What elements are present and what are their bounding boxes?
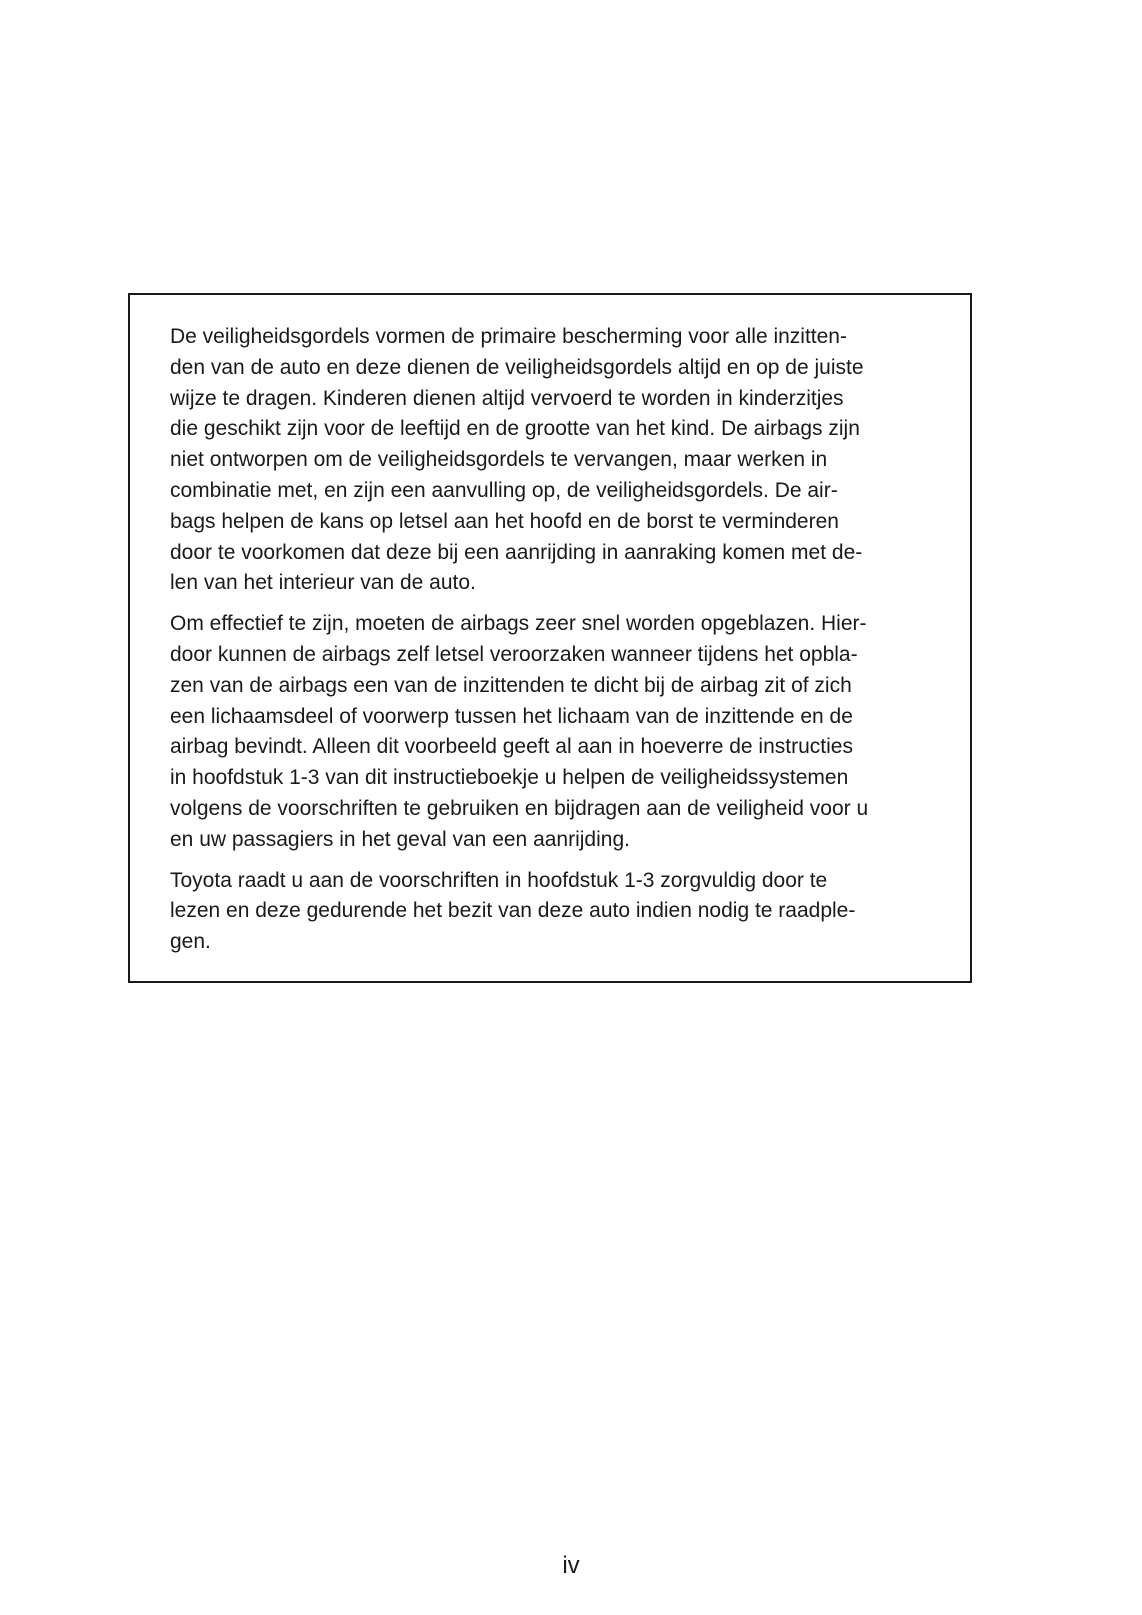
notice-paragraph-1 — [170, 322, 930, 599]
notice-paragraph-3 — [170, 866, 930, 958]
notice-paragraph-2 — [170, 609, 930, 855]
text-line: Om effectief te zijn, moeten de airbags zeer snel worden opgeblazen. Hier- — [170, 612, 867, 636]
text-line: gen. — [170, 930, 211, 954]
text-line: wijze te dragen. Kinderen dienen altijd vervoerd te worden in kinderzitjes — [170, 386, 844, 410]
text-line: airbag bevindt. Alleen dit voorbeeld geeft al aan in hoeverre de instructies — [170, 735, 853, 759]
text-line: volgens de voorschriften te gebruiken en bijdragen aan de veiligheid voor u — [170, 796, 869, 820]
text-line: bags helpen de kans op letsel aan het hoofd en de borst te verminderen — [170, 509, 839, 533]
text-line: door te voorkomen dat deze bij een aanrijding in aanraking komen met de- — [170, 540, 863, 564]
text-line: door kunnen de airbags zelf letsel veroorzaken wanneer tijdens het opbla- — [170, 642, 858, 666]
text-line: en uw passagiers in het geval van een aanrijding. — [170, 827, 630, 851]
text-line: Toyota raadt u aan de voorschriften in hoofdstuk 1-3 zorgvuldig door te — [170, 868, 828, 892]
text-line: den van de auto en deze dienen de veiligheidsgordels altijd en op de juiste — [170, 355, 864, 379]
notice-box — [128, 293, 972, 983]
text-line: lezen en deze gedurende het bezit van deze auto indien nodig te raadple- — [170, 899, 856, 923]
text-line: zen van de airbags een van de inzittenden te dicht bij de airbag zit of zich — [170, 673, 852, 697]
text-line: De veiligheidsgordels vormen de primaire bescherming voor alle inzitten- — [170, 325, 847, 348]
page-number: iv — [562, 1552, 580, 1579]
text-line: len van het interieur van de auto. — [170, 571, 476, 595]
text-line: niet ontworpen om de veiligheidsgordels te vervangen, maar werken in — [170, 448, 828, 472]
text-line: die geschikt zijn voor de leeftijd en de grootte van het kind. De airbags zijn — [170, 417, 860, 441]
text-line: in hoofdstuk 1-3 van dit instructieboekje u helpen de veiligheidssystemen — [170, 766, 849, 790]
text-line: combinatie met, en zijn een aanvulling op, de veiligheidsgordels. De air- — [170, 478, 838, 502]
text-line: een lichaamsdeel of voorwerp tussen het lichaam van de inzittende en de — [170, 704, 853, 728]
